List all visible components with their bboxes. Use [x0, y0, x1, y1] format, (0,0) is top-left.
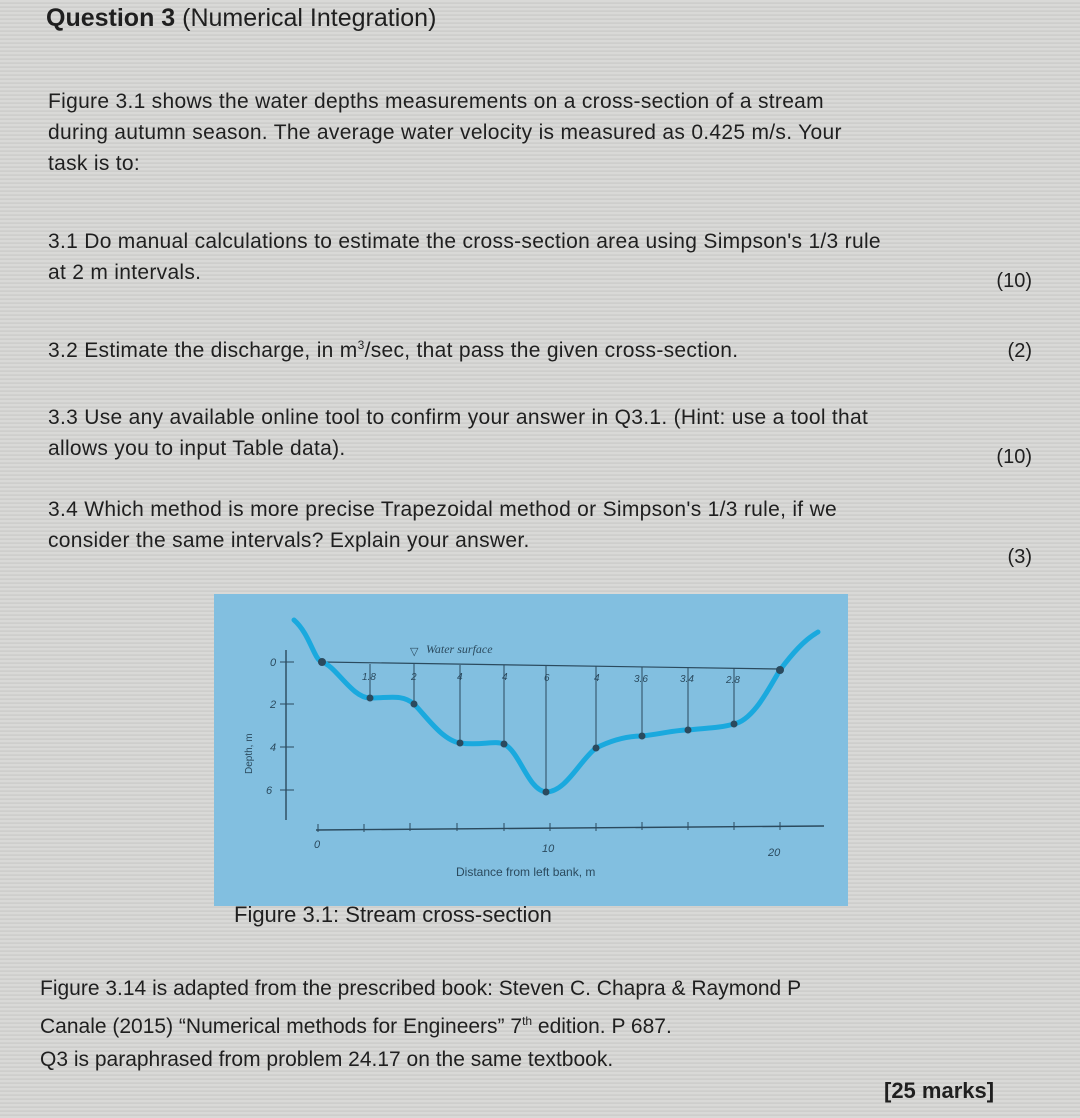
depth-labels [362, 672, 740, 686]
x-axis-label: Distance from left bank, m [456, 865, 596, 879]
point-7 [639, 733, 646, 740]
item-3-1-marks: (10) [996, 270, 1032, 292]
source-line-2-sup: th [522, 1014, 533, 1028]
intro-line-1: Figure 3.1 shows the water depths measurements on a cross-section of a stream [48, 90, 824, 113]
total-marks: [25 marks] [884, 1078, 995, 1103]
depth-label-6: 4 [594, 673, 600, 684]
point-8 [685, 727, 692, 734]
point-bank-left [318, 658, 326, 666]
depth-label-9: 2.8 [726, 675, 740, 686]
item-3-1-line-1: 3.1 Do manual calculations to estimate the cross-section area using Simpson's 1/3 rule [48, 230, 881, 253]
item-3-1-line-2: at 2 m intervals. [48, 261, 202, 284]
depth-label-7: 3.6 [634, 674, 648, 685]
stream-bed-curve [294, 620, 818, 792]
question-number: Question 3 [46, 4, 176, 32]
point-1 [367, 695, 374, 702]
x-tick-label-10: 10 [542, 843, 555, 855]
item-3-1 [48, 226, 1048, 288]
point-5 [543, 789, 550, 796]
point-2 [411, 701, 418, 708]
water-surface-label: Water surface [426, 642, 493, 656]
item-3-4-marks: (3) [1007, 546, 1032, 568]
depth-label-2: 2 [411, 672, 417, 683]
item-3-3-line-2: allows you to input Table data). [48, 437, 346, 460]
x-axis [316, 826, 824, 830]
point-9 [731, 721, 738, 728]
depth-label-8: 3.4 [680, 674, 694, 685]
x-tick-label-20: 20 [768, 847, 781, 859]
y-tick-label-6: 6 [266, 785, 273, 797]
y-tick-label-2: 2 [270, 699, 277, 711]
point-bank-right [776, 666, 784, 674]
source-line-2 [40, 1005, 1040, 1043]
point-6 [593, 745, 600, 752]
x-tick-label-0: 0 [314, 839, 321, 851]
y-tick-label-4: 4 [270, 742, 277, 754]
point-3 [457, 740, 464, 747]
figure-stream-cross-section [214, 594, 848, 906]
figure-caption: Figure 3.1: Stream cross-section [234, 902, 552, 927]
item-3-2-sup: 3 [357, 338, 365, 352]
item-3-2-text-b: /sec, that pass the given cross-section. [364, 339, 739, 362]
point-4 [501, 741, 508, 748]
source-line-2-b: edition. P 687. [532, 1015, 672, 1038]
item-3-3-marks: (10) [996, 446, 1032, 468]
depth-label-1: 1.8 [362, 672, 376, 683]
depth-label-5: 6 [544, 673, 550, 684]
source-note [40, 972, 1040, 1076]
item-3-3-line-1: 3.3 Use any available online tool to confirm your answer in Q3.1. (Hint: use a tool that [48, 406, 869, 429]
item-3-2 [48, 330, 988, 366]
source-line-1: Figure 3.14 is adapted from the prescribed book: Steven C. Chapra & Raymond P [40, 977, 802, 1000]
question-title [46, 4, 436, 33]
intro-line-3: task is to: [48, 152, 140, 175]
intro-line-2: during autumn season. The average water velocity is measured as 0.425 m/s. Your [48, 121, 842, 144]
item-3-2-marks: (2) [1007, 340, 1032, 362]
depth-label-3: 4 [457, 672, 463, 683]
y-tick-label-0: 0 [270, 657, 277, 669]
source-line-3: Q3 is paraphrased from problem 24.17 on the same textbook. [40, 1048, 614, 1071]
depth-label-4: 4 [502, 672, 508, 683]
item-3-4 [48, 494, 1048, 556]
item-3-4-line-2: consider the same intervals? Explain your answer. [48, 529, 530, 552]
water-surface-line [322, 662, 779, 669]
y-axis-label: Depth, m [244, 733, 255, 774]
water-surface-marker: ▽ [410, 646, 419, 658]
item-3-4-line-1: 3.4 Which method is more precise Trapezoidal method or Simpson's 1/3 rule, if we [48, 498, 838, 521]
intro-paragraph [48, 86, 1048, 179]
item-3-3 [48, 402, 1048, 464]
source-line-2-a: Canale (2015) “Numerical methods for Engineers” 7 [40, 1015, 523, 1038]
item-3-2-text-a: 3.2 Estimate the discharge, in m [48, 339, 358, 362]
question-topic: (Numerical Integration) [182, 4, 437, 32]
cross-section-diagram [214, 594, 848, 906]
